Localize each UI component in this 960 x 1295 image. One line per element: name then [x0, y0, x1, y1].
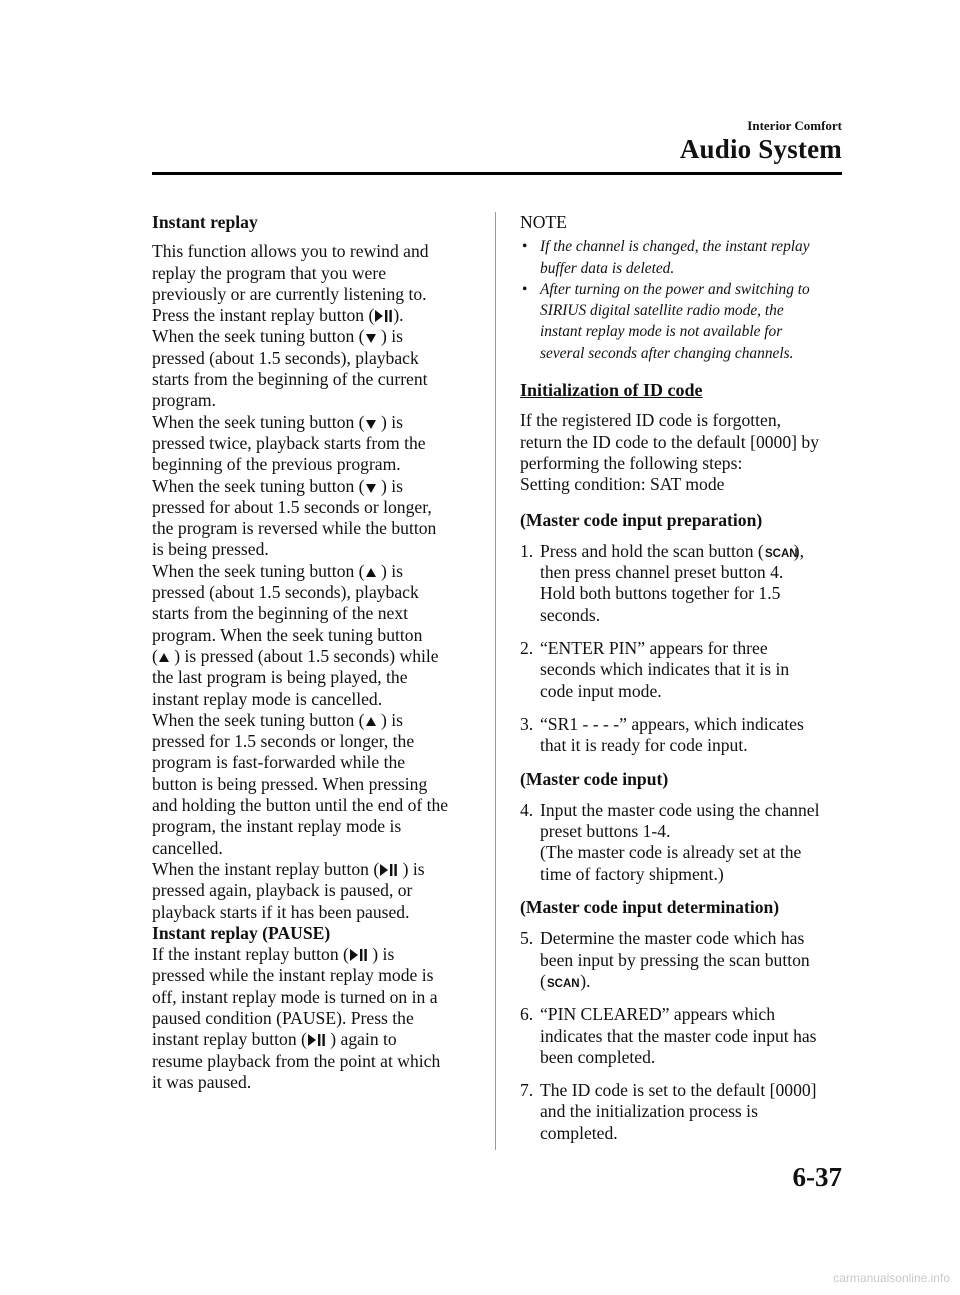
step-number: 6.: [520, 1004, 534, 1025]
step-number: 2.: [520, 638, 534, 659]
step-line: Determine the master code which has: [540, 928, 805, 949]
seek-down-icon: [365, 418, 377, 430]
step-1: [520, 541, 842, 626]
initialization-heading: Initialization of ID code: [520, 380, 703, 401]
text-fragment: When the seek tuning button (: [152, 560, 365, 581]
play-pause-icon: [307, 1033, 326, 1047]
text-line: pressed (about 1.5 seconds), playback: [152, 582, 419, 603]
text-fragment: If the instant replay button (: [152, 944, 349, 965]
text-line: pressed (about 1.5 seconds), playback: [152, 347, 419, 368]
text-line: button is being pressed. When pressing: [152, 773, 428, 794]
play-pause-icon: [374, 309, 393, 323]
note-heading: NOTE: [520, 212, 567, 232]
seek-down-icon: [365, 332, 377, 344]
text-fragment: (: [152, 645, 158, 666]
text-fragment: ).: [575, 970, 591, 991]
text-fragment: ) again to: [325, 1029, 397, 1050]
step-line: “SR1 - - - -” appears, which indicates: [540, 713, 804, 734]
text-line: [152, 561, 474, 582]
bullet-icon: •: [522, 280, 528, 298]
step-line: Hold both buttons together for 1.5: [540, 583, 781, 604]
step-number: 1.: [520, 540, 534, 561]
seek-down-icon: [365, 482, 377, 494]
header-rule: [152, 172, 842, 175]
page-title: Audio System: [679, 134, 842, 164]
seek-up-icon: [158, 652, 170, 664]
text-line: cancelled.: [152, 837, 223, 858]
text-line: pressed while the instant replay mode is: [152, 965, 434, 986]
text-line: [152, 305, 474, 326]
note-item: [520, 236, 842, 279]
text-fragment: When the instant replay button (: [152, 858, 380, 879]
text-line: instant replay mode is cancelled.: [152, 688, 383, 709]
scan-icon-label: SCAN: [764, 547, 798, 560]
text-fragment: When the seek tuning button (: [152, 709, 365, 730]
step-line: “PIN CLEARED” appears which: [540, 1004, 776, 1025]
subheading-determination: (Master code input determination): [520, 897, 780, 918]
text-line: Setting condition: SAT mode: [520, 474, 725, 495]
step-line: Input the master code using the channel: [540, 799, 820, 820]
text-line: playback starts if it has been paused.: [152, 901, 410, 922]
text-line: resume playback from the point at which: [152, 1050, 441, 1071]
right-column: [520, 212, 842, 1156]
text-line: it was paused.: [152, 1071, 252, 1092]
note-line: If the channel is changed, the instant replay: [540, 238, 810, 256]
step-line: [540, 541, 842, 562]
text-fragment: Press the instant replay button (: [152, 305, 375, 326]
text-line: [152, 326, 474, 347]
text-fragment: ) is pressed (about 1.5 seconds) while: [169, 645, 439, 666]
note-line: instant replay mode is not available for: [540, 323, 783, 341]
text-line: paused condition (PAUSE). Press the: [152, 1007, 414, 1028]
step-line: code input mode.: [540, 680, 662, 701]
text-line: starts from the beginning of the next: [152, 603, 409, 624]
text-line: is being pressed.: [152, 539, 269, 560]
step-2: [520, 638, 842, 702]
scan-button-icon: [546, 976, 580, 990]
text-line: [152, 710, 474, 731]
step-line: preset buttons 1-4.: [540, 821, 671, 842]
text-line: off, instant replay mode is turned on in a: [152, 986, 438, 1007]
step-line: been completed.: [540, 1046, 656, 1067]
step-number: 4.: [520, 799, 534, 820]
text-line: pressed for about 1.5 seconds or longer,: [152, 496, 432, 517]
step-number: 3.: [520, 713, 534, 734]
text-line: starts from the beginning of the current: [152, 369, 428, 390]
text-fragment: instant replay button (: [152, 1029, 307, 1050]
text-line: program. When the seek tuning button: [152, 624, 423, 645]
text-fragment: ),: [793, 540, 805, 561]
text-fragment: Press and hold the scan button (: [540, 540, 764, 561]
step-7: [520, 1080, 842, 1144]
text-fragment: ) is: [376, 411, 403, 432]
step-line: The ID code is set to the default [0000]: [540, 1080, 817, 1101]
seek-up-icon: [365, 567, 377, 579]
text-fragment: ) is: [398, 858, 425, 879]
step-line: indicates that the master code input has: [540, 1025, 817, 1046]
text-line: beginning of the previous program.: [152, 454, 401, 475]
left-column: [152, 212, 474, 1093]
step-number: 7.: [520, 1080, 534, 1101]
text-line: program is fast-forwarded while the: [152, 752, 406, 773]
section-label: Interior Comfort: [747, 118, 842, 133]
step-line: time of factory shipment.): [540, 863, 724, 884]
text-line: pressed again, playback is paused, or: [152, 880, 413, 901]
step-line: completed.: [540, 1122, 618, 1143]
text-line: the program is reversed while the button: [152, 518, 437, 539]
text-line: [152, 1029, 474, 1050]
scan-button-icon: [764, 546, 798, 560]
play-pause-icon: [379, 863, 398, 877]
text-fragment: ) is: [376, 560, 403, 581]
text-line: return the ID code to the default [0000] by: [520, 431, 819, 452]
text-line: [152, 476, 474, 497]
text-fragment: (: [540, 970, 546, 991]
text-line: If the registered ID code is forgotten,: [520, 410, 782, 431]
text-line: program.: [152, 390, 217, 411]
text-line: [152, 646, 474, 667]
subheading-input: (Master code input): [520, 768, 669, 789]
instant-replay-heading: Instant replay: [152, 212, 258, 232]
step-line: (The master code is already set at the: [540, 842, 802, 863]
step-5: [520, 928, 842, 992]
note-line: buffer data is deleted.: [540, 259, 675, 277]
text-fragment: ) is: [376, 475, 403, 496]
instant-replay-pause-heading: Instant replay (PAUSE): [152, 922, 331, 943]
text-line: program, the instant replay mode is: [152, 816, 402, 837]
step-line: then press channel preset button 4.: [540, 562, 784, 583]
column-divider: [495, 212, 496, 1150]
step-3: [520, 714, 842, 757]
text-line: [152, 859, 474, 880]
step-line: seconds.: [540, 604, 601, 625]
text-line: [152, 412, 474, 433]
step-number: 5.: [520, 928, 534, 949]
step-line: and the initialization process is: [540, 1101, 758, 1122]
text-line: replay the program that you were: [152, 262, 387, 283]
note-line: After turning on the power and switching to: [540, 280, 810, 298]
text-line: performing the following steps:: [520, 452, 743, 473]
text-fragment: When the seek tuning button (: [152, 475, 365, 496]
step-line: [540, 971, 842, 992]
text-line: and holding the button until the end of the: [152, 795, 449, 816]
text-fragment: When the seek tuning button (: [152, 326, 365, 347]
page-number: 6-37: [792, 1162, 842, 1192]
step-line: been input by pressing the scan button: [540, 949, 810, 970]
text-line: [152, 944, 474, 965]
text-line: pressed twice, playback starts from the: [152, 432, 426, 453]
step-4: [520, 800, 842, 885]
scan-icon-label: SCAN: [546, 977, 580, 990]
text-line: previously or are currently listening to.: [152, 283, 427, 304]
text-line: This function allows you to rewind and: [152, 241, 429, 262]
text-fragment: When the seek tuning button (: [152, 411, 365, 432]
step-line: that it is ready for code input.: [540, 735, 748, 756]
text-fragment: ) is: [367, 944, 395, 965]
play-pause-icon: [349, 948, 368, 962]
watermark: carmanualsonline.info: [833, 1271, 950, 1285]
text-fragment: ) is: [376, 326, 403, 347]
note-line: SIRIUS digital satellite radio mode, the: [540, 302, 784, 320]
seek-up-icon: [365, 716, 377, 728]
text-fragment: ).: [393, 305, 404, 326]
text-line: the last program is being played, the: [152, 667, 408, 688]
subheading-preparation: (Master code input preparation): [520, 509, 763, 530]
step-6: [520, 1004, 842, 1068]
bullet-icon: •: [522, 238, 528, 256]
text-fragment: ) is: [376, 709, 403, 730]
step-line: seconds which indicates that it is in: [540, 659, 790, 680]
text-line: pressed for 1.5 seconds or longer, the: [152, 731, 415, 752]
step-line: “ENTER PIN” appears for three: [540, 638, 768, 659]
note-line: several seconds after changing channels.: [540, 344, 794, 362]
note-item: [520, 279, 842, 364]
